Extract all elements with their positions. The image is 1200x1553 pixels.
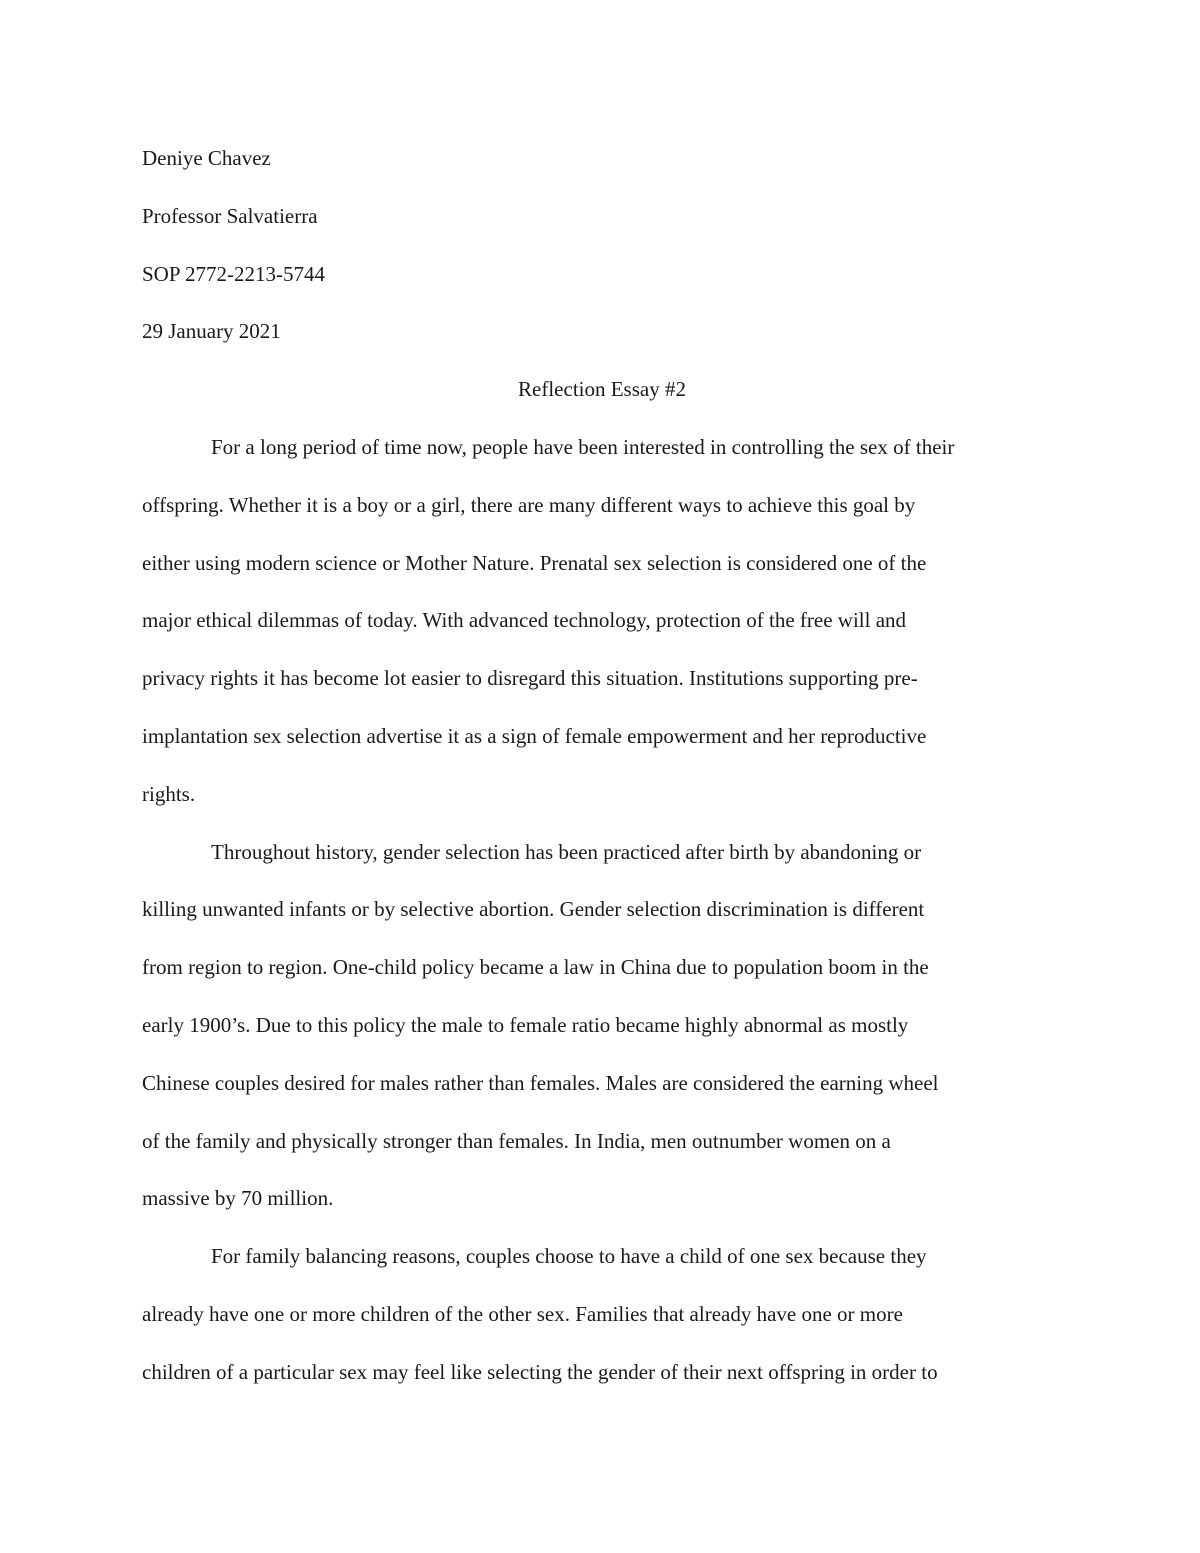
paragraph-line: rights. (142, 781, 196, 806)
paragraph-line: major ethical dilemmas of today. With advanced technology, protection of the free will and (142, 608, 907, 633)
course-code: SOP 2772-2213-5744 (142, 261, 325, 286)
paragraph-line: implantation sex selection advertise it as a sign of female empowerment and her reproductive (142, 723, 927, 748)
document-body (142, 139, 1062, 1411)
paragraph-line: Chinese couples desired for males rather than females. Males are considered the earning wheel (142, 1070, 939, 1095)
paragraph-line: children of a particular sex may feel like selecting the gender of their next offspring in order to (142, 1359, 938, 1384)
paragraph-line: For family balancing reasons, couples choose to have a child of one sex because they (211, 1244, 927, 1269)
mla-header (142, 139, 1062, 370)
paragraph-line: For a long period of time now, people have been interested in controlling the sex of their (211, 434, 955, 459)
paragraph-line: killing unwanted infants or by selective abortion. Gender selection discrimination is different (142, 897, 925, 922)
paragraph-line: Throughout history, gender selection has been practiced after birth by abandoning or (211, 839, 922, 864)
paragraph-line: of the family and physically stronger than females. In India, men outnumber women on a (142, 1128, 891, 1153)
paragraph-line: either using modern science or Mother Nature. Prenatal sex selection is considered one of the (142, 550, 927, 575)
paragraph-line: early 1900’s. Due to this policy the male to female ratio became highly abnormal as mostly (142, 1012, 909, 1037)
paragraph-3 (142, 1237, 1062, 1410)
paragraph-1 (142, 428, 1062, 833)
student-name: Deniye Chavez (142, 146, 271, 170)
paragraph-2 (142, 833, 1062, 1238)
paragraph-line: already have one or more children of the other sex. Families that already have one or more (142, 1301, 903, 1326)
essay-date: 29 January 2021 (142, 319, 281, 344)
paragraph-line: massive by 70 million. (142, 1186, 334, 1211)
paragraph-line: privacy rights it has become lot easier to disregard this situation. Institutions supporting pre- (142, 666, 918, 691)
essay-title: Reflection Essay #2 (518, 377, 686, 402)
professor-name: Professor Salvatierra (142, 203, 318, 228)
paragraph-line: from region to region. One-child policy became a law in China due to population boom in the (142, 955, 929, 980)
paragraph-line: offspring. Whether it is a boy or a girl, there are many different ways to achieve this goal by (142, 492, 916, 517)
